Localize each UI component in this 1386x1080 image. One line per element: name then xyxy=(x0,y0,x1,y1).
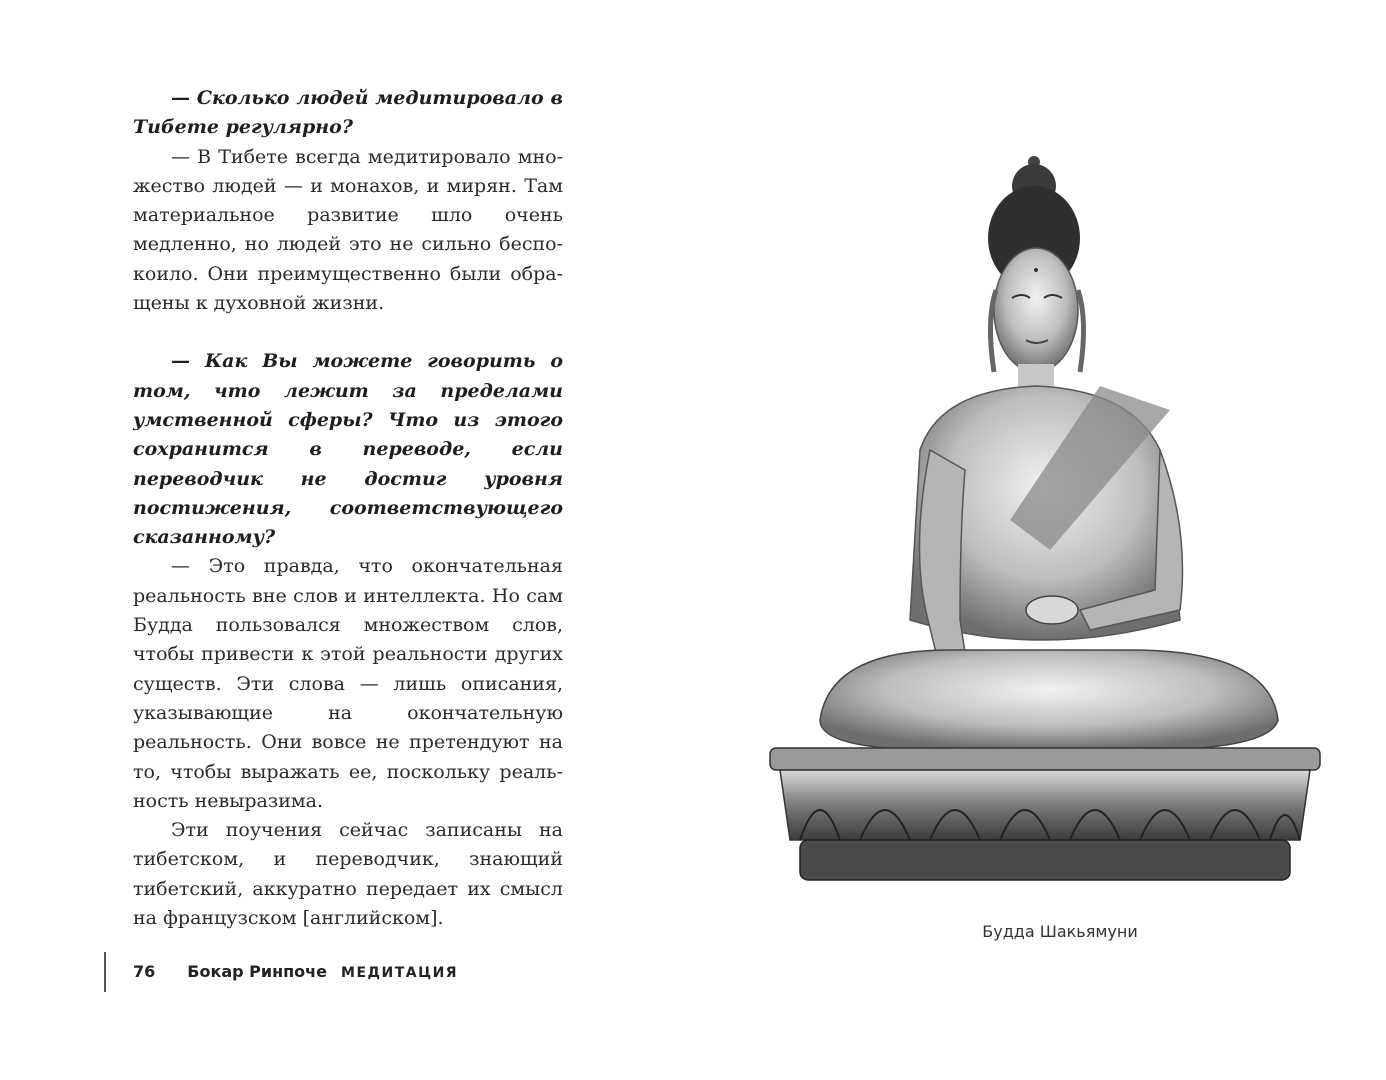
question-1: — Сколько людей медитировало в Тибете регулярно? xyxy=(133,87,563,139)
buddha-statue-icon xyxy=(760,150,1330,890)
paragraph-gap xyxy=(133,318,563,347)
paragraph-3: Эти поучения сейчас записаны на тибетском, и переводчик, знающий тибетский, аккуратно передает их смысл на французском [английском]. xyxy=(133,819,563,930)
page-footer xyxy=(133,962,458,981)
question-2: — Как Вы можете говорить о том, что лежит за пределами умственной сферы? Что из этого сохранится в переводе, если переводчик не достиг уровня постижения, соответствующего сказанному? xyxy=(133,350,563,549)
answer-2: — Это правда, что окончательная реальность вне слов и интеллекта. Но сам Будда пользовался множеством слов, чтобы привести к этой реальности других существ. Эти слова — лишь описания, указывающие на окончательную реальность. Они вовсе не претендуют на то, чтобы выражать ее, поскольку реальность невыразима. xyxy=(133,555,563,812)
footer-rule xyxy=(104,952,106,992)
figure-caption: Будда Шакьямуни xyxy=(982,922,1138,941)
book-title: МЕДИТАЦИЯ xyxy=(341,965,459,981)
buddha-figure xyxy=(760,150,1330,890)
page-number: 76 xyxy=(133,962,156,981)
answer-1: — В Тибете всегда медитировало множество людей — и монахов, и мирян. Там материальное развитие шло очень медленно, но людей это не сильно беспокоило. Они преимущественно были обращены к духовной жизни. xyxy=(133,145,563,315)
running-head xyxy=(187,962,458,981)
body-text xyxy=(133,84,563,933)
author-name: Бокар Ринпоче xyxy=(187,962,328,981)
